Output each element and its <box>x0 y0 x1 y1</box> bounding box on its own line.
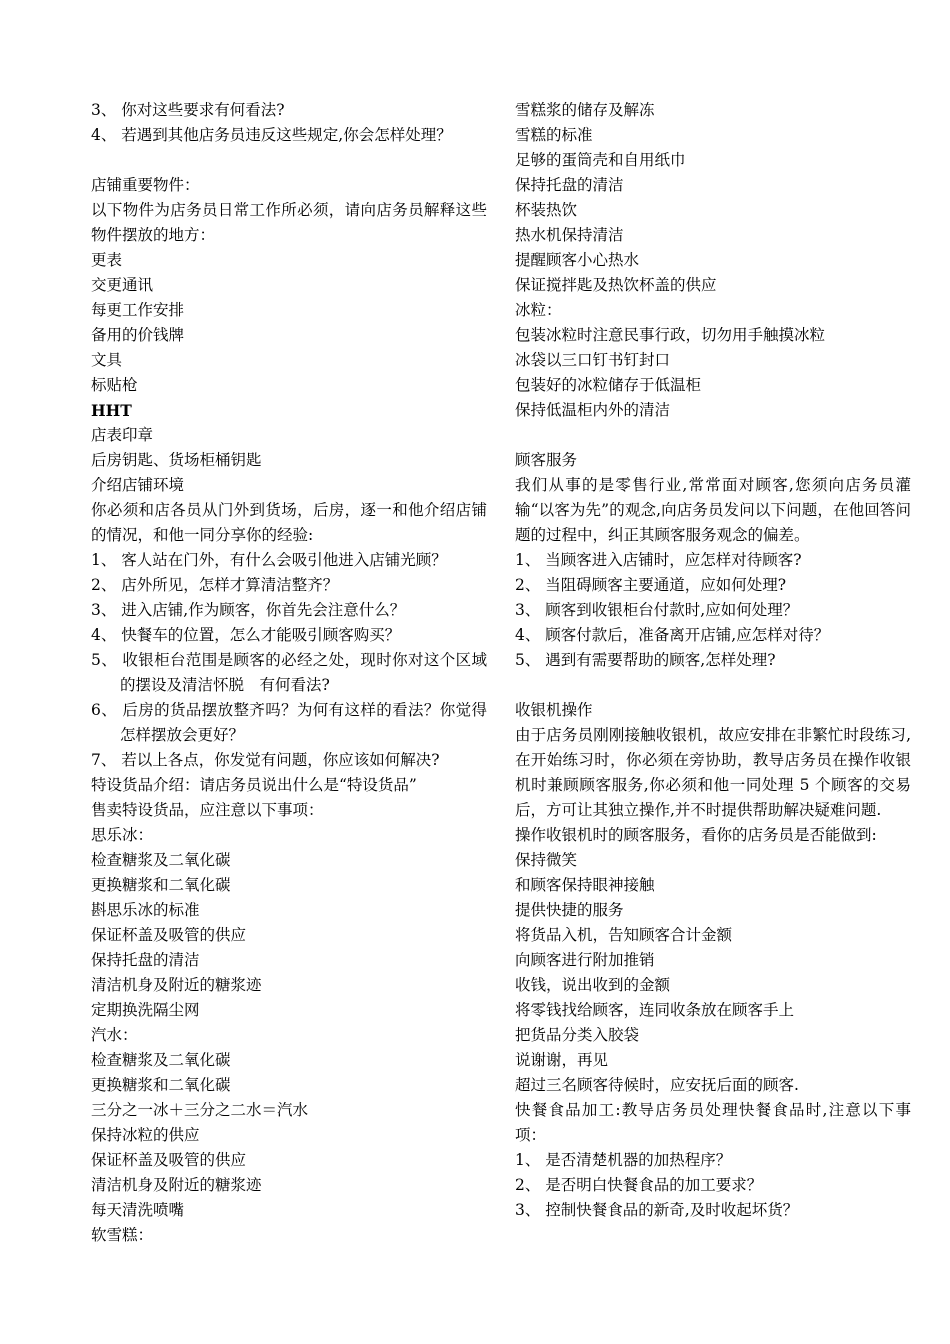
subheading-slurpee: 思乐冰： <box>91 826 154 844</box>
list-item: 雪糕的标准 <box>515 126 593 144</box>
spacer <box>515 423 911 448</box>
fastfood-intro: 快餐食品加工:教导店务员处理快餐食品时,注意以下事项： <box>515 1101 911 1144</box>
subheading-soda: 汽水： <box>91 1026 138 1044</box>
list-item: 检查糖浆及二氧化碳 <box>91 1051 231 1069</box>
list-item: 提醒顾客小心热水 <box>515 251 640 269</box>
list-item: 保持托盘的清洁 <box>91 951 200 969</box>
list-item: 后房钥匙、货场柜桶钥匙 <box>91 451 262 469</box>
list-item: 雪糕浆的储存及解冻 <box>515 101 655 119</box>
list-item: 3、 你对这些要求有何看法? <box>91 101 285 119</box>
list-item: 将零钱找给顾客，连同收条放在顾客手上 <box>515 1001 795 1019</box>
list-item: 保持低温柜内外的清洁 <box>515 401 671 419</box>
list-item: 向顾客进行附加推销 <box>515 951 655 969</box>
list-item: 4、 快餐车的位置，怎么才能吸引顾客购买？ <box>91 626 401 644</box>
list-item: 超过三名顾客待候时，应安抚后面的顾客. <box>515 1076 799 1094</box>
list-item: 斟思乐冰的标准 <box>91 901 200 919</box>
section-heading-objects: 店铺重要物件： <box>91 176 200 194</box>
list-item: 3、 进入店铺,作为顾客，你首先会注意什么？ <box>91 601 406 619</box>
section-heading-environment: 介绍店铺环境 <box>91 476 185 494</box>
list-item: 4、 若遇到其他店务员违反这些规定,你会怎样处理？ <box>91 126 452 144</box>
cashier-checklist-intro: 操作收银机时的顾客服务，看你的店务员是否能做到: <box>515 826 877 844</box>
list-item: 清洁机身及附近的糖浆迹 <box>91 1176 262 1194</box>
list-item: 1、 客人站在门外，有什么会吸引他进入店铺光顾？ <box>91 551 447 569</box>
objects-intro: 以下物件为店务员日常工作所必须，请向店务员解释这些物件摆放的地方： <box>91 201 487 244</box>
list-item: 4、 顾客付款后，准备离开店铺,应怎样对待？ <box>515 626 830 644</box>
right-column <box>515 98 911 1223</box>
list-item: 更换糖浆和二氧化碳 <box>91 876 231 894</box>
service-intro: 我们从事的是零售行业,常常面对顾客,您须向店务员灌输“以客为先”的观念,向店务员发问以下问题，在他回答问题的过程中，纠正其顾客服务观念的偏差。 <box>515 476 911 544</box>
list-item: 定期换洗隔尘网 <box>91 1001 200 1019</box>
left-column <box>91 98 487 1248</box>
spacer <box>515 673 911 698</box>
list-item: 检查糖浆及二氧化碳 <box>91 851 231 869</box>
list-item: 保证搅拌匙及热饮杯盖的供应 <box>515 276 717 294</box>
list-item: 2、 当阻碍顾客主要通道，应如何处理? <box>515 576 787 594</box>
list-item: 备用的价钱牌 <box>91 326 185 344</box>
list-item: 1、 是否清楚机器的加热程序？ <box>515 1151 732 1169</box>
list-item: 说谢谢，再见 <box>515 1051 609 1069</box>
special-goods-intro: 特设货品介绍：请店务员说出什么是“特设货品” <box>91 776 417 794</box>
environment-intro: 你必须和店各员从门外到货场，后房，逐一和他介绍店铺的情况，和他一同分享你的经验: <box>91 501 487 544</box>
list-item: 更表 <box>91 251 123 269</box>
list-item: 提供快捷的服务 <box>515 901 624 919</box>
list-item: 保持托盘的清洁 <box>515 176 624 194</box>
subheading-hot-drink: 杯装热饮 <box>515 201 578 219</box>
list-item: 3、 顾客到收银柜台付款时,应如何处理？ <box>515 601 799 619</box>
list-item: 和顾客保持眼神接触 <box>515 876 655 894</box>
list-item: 5、 收银柜台范围是顾客的必经之处，现时你对这个区域的摆设及清洁怀脱 有何看法? <box>91 651 487 694</box>
section-heading-service: 顾客服务 <box>515 451 578 469</box>
list-item: 3、 控制快餐食品的新奇,及时收起坏货？ <box>515 1201 799 1219</box>
list-item: 店表印章 <box>91 426 154 444</box>
list-item: 标贴枪 <box>91 376 138 394</box>
list-item: 把货品分类入胶袋 <box>515 1026 640 1044</box>
list-item: 将货品入机，告知顾客合计金额 <box>515 926 733 944</box>
subheading-soft-serve: 软雪糕： <box>91 1226 154 1244</box>
list-item: 包装好的冰粒储存于低温柜 <box>515 376 702 394</box>
list-item: 1、 当顾客进入店铺时，应怎样对待顾客? <box>515 551 802 569</box>
list-item: 清洁机身及附近的糖浆迹 <box>91 976 262 994</box>
subheading-ice: 冰粒： <box>515 301 562 319</box>
list-item: HHT <box>91 401 132 420</box>
list-item: 每更工作安排 <box>91 301 185 319</box>
section-heading-cashier: 收银机操作 <box>515 701 593 719</box>
list-item: 文具 <box>91 351 123 369</box>
list-item: 保持冰粒的供应 <box>91 1126 200 1144</box>
list-item: 5、 遇到有需要帮助的顾客,怎样处理? <box>515 651 776 669</box>
list-item: 2、 是否明白快餐食品的加工要求？ <box>515 1176 763 1194</box>
list-item: 足够的蛋筒壳和自用纸巾 <box>515 151 686 169</box>
list-item: 保证杯盖及吸管的供应 <box>91 1151 247 1169</box>
list-item: 2、 店外所见，怎样才算清洁整齐？ <box>91 576 339 594</box>
list-item: 冰袋以三口钉书钉封口 <box>515 351 671 369</box>
list-item: 收钱，说出收到的金额 <box>515 976 671 994</box>
cashier-intro: 由于店务员刚刚接触收银机，故应安排在非繁忙时段练习,在开始练习时，你必须在旁协助，教导店务员在操作收银机时兼顾顾客服务,你必须和他一同处理 5 个顾客的交易后，方可让其独立操作,并不时提供帮助解决疑难问题. <box>515 726 911 819</box>
list-item: 保持微笑 <box>515 851 578 869</box>
list-item: 三分之一冰＋三分之二水＝汽水 <box>91 1101 309 1119</box>
special-goods-note: 售卖特设货品，应注意以下事项： <box>91 801 324 819</box>
list-item: 保证杯盖及吸管的供应 <box>91 926 247 944</box>
list-item: 每天清洗喷嘴 <box>91 1201 185 1219</box>
list-item: 包装冰粒时注意民事行政，切勿用手触摸冰粒 <box>515 326 826 344</box>
list-item: 热水机保持清洁 <box>515 226 624 244</box>
list-item: 7、 若以上各点，你发觉有问题，你应该如何解决? <box>91 751 440 769</box>
list-item: 6、 后房的货品摆放整齐吗？为何有这样的看法？你觉得怎样摆放会更好？ <box>91 701 487 744</box>
list-item: 更换糖浆和二氧化碳 <box>91 1076 231 1094</box>
spacer <box>91 148 487 173</box>
list-item: 交更通讯 <box>91 276 154 294</box>
